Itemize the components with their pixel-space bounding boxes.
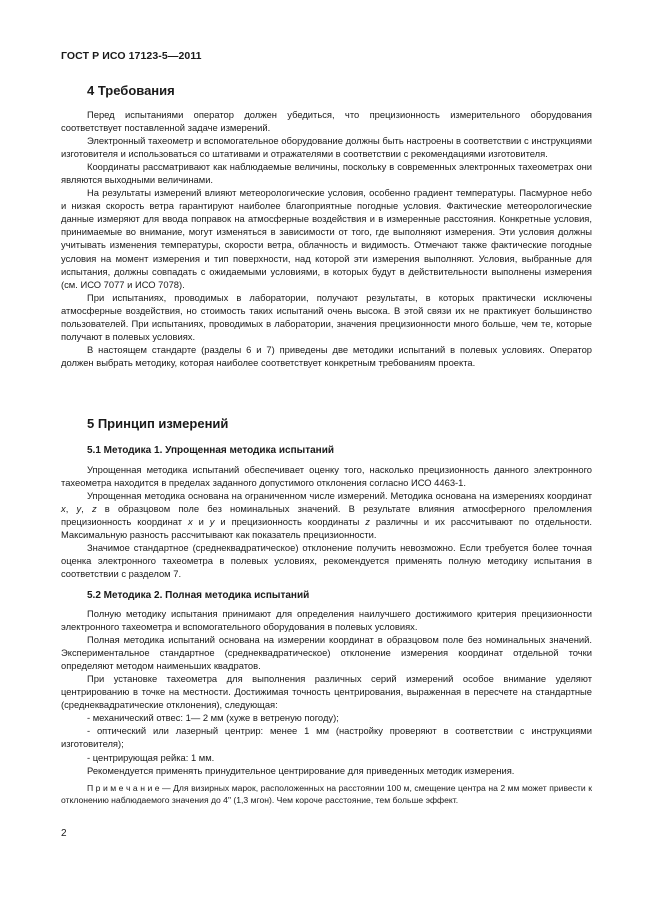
section-4-paragraph-1: Перед испытаниями оператор должен убедиться, что прецизионность измерительного оборудования соответствует поставленной задаче измерений. (61, 109, 592, 134)
subsection-5-1-body (61, 463, 592, 580)
section-5-heading: 5 Принцип измерений (87, 416, 229, 431)
subsection-5-2-heading-wrap (61, 590, 592, 601)
note-paragraph: П р и м е ч а н и е — Для визирных марок, расположенных на расстоянии 100 м, смещение центра на 2 мм может привести к отклонению наблюдаемого значения до 4" (1,3 мгон). Чем короче расстояние, тем больше эффект. (61, 782, 592, 805)
var-x-2: x (187, 516, 193, 528)
var-x: x (61, 503, 66, 515)
p2-text-d: и прецизионность координаты (214, 516, 366, 528)
section-4-paragraph-6: В настоящем стандарте (разделы 6 и 7) приведены две методики испытаний в полевых условиях. Оператор должен выбрать методику, которая наиболее соответствует конкретным требованиям проекта. (61, 343, 592, 368)
document-header-id: ГОСТ Р ИСО 17123-5—2011 (61, 50, 202, 62)
p2-sep-2: , (81, 503, 92, 515)
section-4-paragraph-5: При испытаниях, проводимых в лаборатории, получают результаты, в которых практически исключены атмосферные воздействия, но стоимость таких испытаний очень высока. В этой связи их не практикует большинство пользователей. При испытаниях, проводимых в лаборатории, значения прецизионности много больше, чем те, которые получают в полевых условиях. (61, 291, 592, 342)
section-4-paragraph-4: На результаты измерений влияют метеорологические условия, особенно градиент температуры. Пасмурное небо и низкая скорость ветра гарантируют наиболее благоприятные погодные условия. Фактические метеорологические данные измеряют для ввода поправок на атмосферные воздействия и в измеренные расстояния. Конкретные условия, принимаемые во внимание, могут изменяться в зависимости от того, где выполняют измерения. Эти условия должны учитывать изменения температуры, скорости ветра, облачность и видимость. Отмечают также фактические погодные условия на момент измерения и тип поверхности, над которой эти измерения выполняют. Условия, выбранные для испытания, должны совпадать с ожидаемыми условиями, в которых будут в действительности выполнены измерения (см. ИСО 7077 и ИСО 7078). (61, 187, 592, 290)
section-4-body (61, 108, 592, 369)
p2-text-a: Упрощенная методика основана на ограниченном числе измерений. Методика основана на измерениях координат (87, 490, 592, 502)
section-4-heading: 4 Требования (87, 83, 175, 98)
subsection-5-1-heading-wrap (61, 445, 592, 456)
section-4-paragraph-2: Электронный тахеометр и вспомогательное оборудование должны быть настроены в соответствии с инструкциями изготовителя и использоваться со штативами и отражателями в соответствии с рекомендациями изготовителя. (61, 135, 592, 160)
p2-text-c: и (192, 516, 210, 528)
subsection-5-2-body (61, 607, 592, 806)
subsection-5-2-heading: 5.2 Методика 2. Полная методика испытаний (87, 590, 310, 601)
subsection-5-1-paragraph-1: Упрощенная методика испытаний обеспечивает оценку того, насколько прецизионность данного электронного тахеометра находится в пределах заданного допустимого отклонения согласно ИСО 4463-1. (61, 464, 592, 489)
var-z-2: z (365, 516, 370, 528)
subsection-5-1-paragraph-3: Значимое стандартное (среднеквадратическое) отклонение получить невозможно. Если требуется более точная оценка электронного тахеометра в полевых условиях, рекомендуется применять полную методику испытания в соответствии с разделом 7. (61, 542, 592, 580)
centering-list-item-2: - оптический или лазерный центрир: менее 1 мм (настройку проверяют в соответствии с инструкциями изготовителя); (61, 725, 592, 750)
p2-sep-1: , (65, 503, 77, 515)
subsection-5-2-paragraph-1: Полную методику испытания принимают для определения наилучшего достижимого критерия прецизионности электронного тахеометра и вспомогательного оборудования в полевых условиях. (61, 608, 592, 633)
p2-text-b: в образцовом поле без номинальных значений. В результате влияния атмосферного преломления прецизионность координат (61, 503, 592, 528)
subsection-5-2-paragraph-3: При установке тахеометра для выполнения различных серий измерений особое внимание уделяют центрированию в точке на местности. Достижимая точность центрирования, выраженная в пересчете на стандартные (среднеквадратические отклонения), следующая: (61, 673, 592, 711)
section-5-heading-wrap (61, 416, 592, 431)
subsection-5-1-heading: 5.1 Методика 1. Упрощенная методика испытаний (87, 445, 334, 456)
subsection-5-1-paragraph-2 (61, 489, 592, 541)
centering-list-item-1: - механический отвес: 1— 2 мм (хуже в ветреную погоду); (87, 712, 339, 724)
p2-text-e: различны и их рассчитывают по отдельности. Максимальную разность рассчитывают как показатель прецизионности. (61, 516, 593, 541)
section-4-paragraph-3: Координаты рассматривают как наблюдаемые величины, поскольку в современных электронных тахеометрах они являются выходными величинами. (61, 161, 592, 186)
subsection-5-2-paragraph-2: Полная методика испытаний основана на измерении координат в образцовом поле без номинальных значений. Экспериментальное стандартное (среднеквадратическое) отклонение измерения координат отдельной точки определяют методом наименьших квадратов. (61, 634, 592, 672)
page-number: 2 (61, 828, 67, 839)
var-z: z (91, 503, 97, 515)
section-4-heading-wrap (61, 83, 592, 98)
centering-list-item-3: - центрирующая рейка: 1 мм. (87, 751, 215, 763)
var-y-2: y (209, 516, 215, 528)
var-y: y (76, 503, 82, 515)
subsection-5-2-paragraph-4: Рекомендуется применять принудительное центрирование для приведенных методик измерения. (87, 764, 515, 776)
